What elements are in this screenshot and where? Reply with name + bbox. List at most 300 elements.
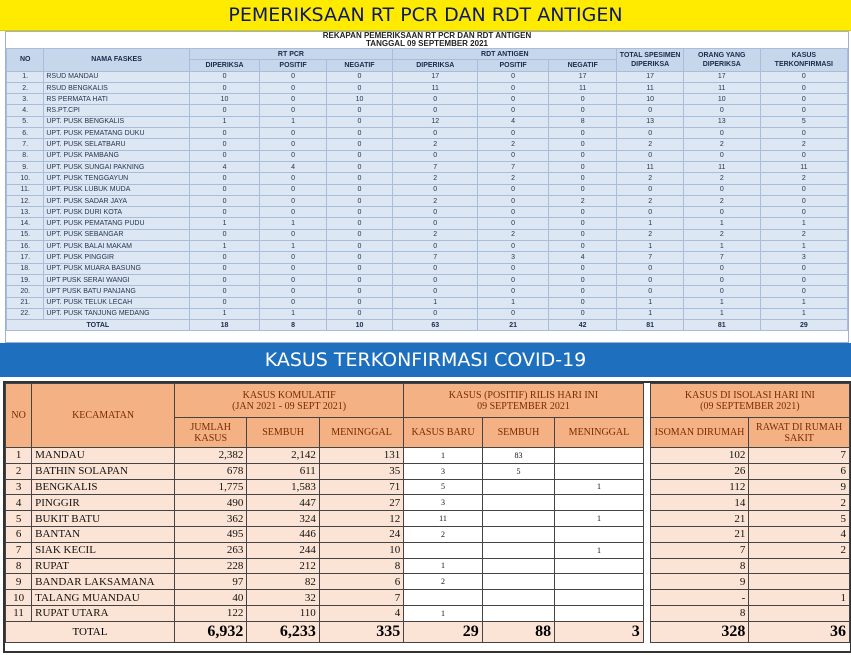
cell-orang-diperiksa: 2 [683, 173, 760, 184]
cell-rdt-positif: 7 [478, 161, 549, 172]
cell-meninggal: 4 [319, 605, 403, 621]
cell-total-spesimen: 1 [617, 297, 683, 308]
cell-pcr-negatif: 10 [326, 94, 392, 105]
cell-pcr-negatif: 0 [326, 241, 392, 252]
cell-faskes: UPT. PUSK PEMATANG PUDU [44, 218, 189, 229]
cell-pcr-negatif: 0 [326, 263, 392, 274]
cell-no: 1 [6, 448, 32, 464]
table-row [6, 463, 850, 479]
cell-orang-diperiksa: 10 [683, 94, 760, 105]
cell-rdt-negatif: 17 [548, 71, 617, 82]
cell-sembuh-hari-ini [482, 590, 554, 606]
total-meninggal: 335 [319, 621, 403, 642]
table-row [7, 139, 848, 150]
cell-rdt-negatif: 0 [548, 286, 617, 297]
cell-faskes: RS.PT.CPI [44, 105, 189, 116]
cell-rdt-positif: 0 [478, 184, 549, 195]
cell-pcr-positif: 1 [260, 218, 326, 229]
cell-pcr-negatif: 0 [326, 105, 392, 116]
gap-cell [643, 479, 650, 495]
cell-pcr-diperiksa: 0 [189, 150, 260, 161]
cell-rawat-rs: 4 [749, 526, 850, 542]
cell-kasus-baru: 1 [404, 558, 482, 574]
cell-faskes: UPT PUSK BATU PANJANG [44, 286, 189, 297]
cell-pcr-positif: 0 [260, 139, 326, 150]
cell-total-spesimen: 0 [617, 150, 683, 161]
cell-kasus-baru: 3 [404, 495, 482, 511]
cell-rdt-positif: 0 [478, 274, 549, 285]
cell-sembuh: 611 [247, 463, 319, 479]
cell-kasus-terkonfirmasi: 2 [760, 229, 847, 240]
total-isoman: 328 [650, 621, 749, 642]
cell-rdt-positif: 3 [478, 252, 549, 263]
cell-isoman: - [650, 590, 749, 606]
cell-rdt-diperiksa: 0 [393, 286, 478, 297]
cell-rdt-diperiksa: 1 [393, 297, 478, 308]
gap-cell [643, 511, 650, 527]
cell-kasus-baru: 5 [404, 479, 482, 495]
cell-kecamatan: MANDAU [32, 448, 175, 464]
col-meninggal: MENINGGAL [319, 418, 403, 448]
total-pcr-diperiksa: 18 [189, 320, 260, 331]
total-rdt-negatif: 42 [548, 320, 617, 331]
col-kasus-terkonfirmasi: KASUS TERKONFIRMASI [760, 49, 847, 72]
cell-rdt-negatif: 0 [548, 274, 617, 285]
cell-rdt-diperiksa: 0 [393, 150, 478, 161]
col-group-pcr: RT PCR [189, 49, 392, 60]
cell-rawat-rs: 7 [749, 448, 850, 464]
table-row [7, 286, 848, 297]
cell-rdt-diperiksa: 2 [393, 229, 478, 240]
col-pcr-negatif: NEGATIF [326, 60, 392, 71]
cell-kasus-terkonfirmasi: 0 [760, 195, 847, 206]
cell-faskes: UPT. PUSK BENGKALIS [44, 116, 189, 127]
cell-no: 11 [6, 605, 32, 621]
cell-kasus-terkonfirmasi: 0 [760, 286, 847, 297]
cell-pcr-diperiksa: 0 [189, 195, 260, 206]
cell-pcr-negatif: 0 [326, 139, 392, 150]
cell-rdt-positif: 0 [478, 286, 549, 297]
cell-pcr-diperiksa: 0 [189, 173, 260, 184]
cell-pcr-negatif: 0 [326, 229, 392, 240]
cell-rdt-positif: 2 [478, 229, 549, 240]
testing-table-panel [5, 31, 849, 343]
total-label: TOTAL [6, 621, 175, 642]
kumulatif-range: (JAN 2021 - 09 SEPT 2021) [232, 400, 347, 412]
cell-pcr-positif: 0 [260, 274, 326, 285]
cell-pcr-negatif: 0 [326, 207, 392, 218]
cell-total-spesimen: 10 [617, 94, 683, 105]
cell-kasus-baru [404, 590, 482, 606]
cell-rdt-positif: 0 [478, 241, 549, 252]
cell-no: 3 [6, 479, 32, 495]
cell-total-spesimen: 0 [617, 263, 683, 274]
total-meninggal-hari-ini: 3 [555, 621, 644, 642]
cell-no: 16. [7, 241, 44, 252]
col-jumlah-kasus: JUMLAH KASUS [174, 418, 246, 448]
cell-meninggal-hari-ini [555, 590, 644, 606]
cell-kasus-baru: 1 [404, 605, 482, 621]
table-row [7, 229, 848, 240]
col-kasus-baru: KASUS BARU [404, 418, 482, 448]
cell-pcr-positif: 0 [260, 286, 326, 297]
cell-rdt-negatif: 0 [548, 94, 617, 105]
cell-faskes: UPT. PUSK SUNGAI PAKNING [44, 161, 189, 172]
cell-rdt-positif: 0 [478, 82, 549, 93]
cell-pcr-positif: 0 [260, 71, 326, 82]
cell-no: 17. [7, 252, 44, 263]
cell-sembuh: 447 [247, 495, 319, 511]
col-pcr-positif: POSITIF [260, 60, 326, 71]
cell-sembuh-hari-ini [482, 574, 554, 590]
col-rdt-positif: POSITIF [478, 60, 549, 71]
total-pcr-positif: 8 [260, 320, 326, 331]
cell-pcr-diperiksa: 0 [189, 184, 260, 195]
col-rdt-negatif: NEGATIF [548, 60, 617, 71]
cell-pcr-negatif: 0 [326, 195, 392, 206]
cell-faskes: UPT. PUSK PINGGIR [44, 252, 189, 263]
cell-no: 2 [6, 463, 32, 479]
cell-kasus-terkonfirmasi: 1 [760, 241, 847, 252]
cell-rdt-diperiksa: 2 [393, 139, 478, 150]
cell-pcr-positif: 4 [260, 161, 326, 172]
cell-kasus-terkonfirmasi: 0 [760, 82, 847, 93]
cell-orang-diperiksa: 2 [683, 229, 760, 240]
col-faskes: NAMA FASKES [44, 49, 189, 72]
cell-pcr-diperiksa: 0 [189, 139, 260, 150]
cell-faskes: UPT. PUSK SADAR JAYA [44, 195, 189, 206]
cell-no: 3. [7, 94, 44, 105]
cell-pcr-diperiksa: 4 [189, 161, 260, 172]
col-sembuh: SEMBUH [247, 418, 319, 448]
cases-table-panel [3, 381, 851, 653]
cell-sembuh: 1,583 [247, 479, 319, 495]
cell-pcr-negatif: 0 [326, 173, 392, 184]
cell-orang-diperiksa: 1 [683, 308, 760, 319]
cell-pcr-diperiksa: 0 [189, 229, 260, 240]
cell-meninggal: 24 [319, 526, 403, 542]
cell-rdt-negatif: 8 [548, 116, 617, 127]
cell-rdt-positif: 2 [478, 139, 549, 150]
total-sembuh-hari-ini: 88 [482, 621, 554, 642]
total-rawat-rs: 36 [749, 621, 850, 642]
cell-pcr-positif: 0 [260, 207, 326, 218]
cell-no: 8 [6, 558, 32, 574]
cell-jumlah-kasus: 1,775 [174, 479, 246, 495]
cell-kasus-baru: 2 [404, 574, 482, 590]
cell-isoman: 14 [650, 495, 749, 511]
kumulatif-title: KASUS KOMULATIF [242, 389, 336, 401]
table-row [6, 526, 850, 542]
cell-pcr-negatif: 0 [326, 184, 392, 195]
cell-kasus-terkonfirmasi: 0 [760, 105, 847, 116]
cell-pcr-positif: 0 [260, 195, 326, 206]
cell-total-spesimen: 13 [617, 116, 683, 127]
cell-kasus-terkonfirmasi: 1 [760, 308, 847, 319]
cell-kasus-terkonfirmasi: 0 [760, 184, 847, 195]
cell-kecamatan: RUPAT UTARA [32, 605, 175, 621]
table-row [6, 479, 850, 495]
cell-pcr-positif: 0 [260, 184, 326, 195]
cell-pcr-diperiksa: 1 [189, 308, 260, 319]
cell-no: 9. [7, 161, 44, 172]
cell-kasus-terkonfirmasi: 0 [760, 94, 847, 105]
cell-total-spesimen: 0 [617, 286, 683, 297]
cell-meninggal: 35 [319, 463, 403, 479]
cell-rawat-rs [749, 558, 850, 574]
cell-no: 10 [6, 590, 32, 606]
total-kasus-terkonfirmasi: 29 [760, 320, 847, 331]
cell-no: 7 [6, 542, 32, 558]
col-group-kumulatif [174, 384, 403, 418]
col-group-rdt: RDT ANTIGEN [393, 49, 617, 60]
cell-sembuh: 2,142 [247, 448, 319, 464]
cell-jumlah-kasus: 495 [174, 526, 246, 542]
cell-pcr-negatif: 0 [326, 274, 392, 285]
total-sembuh: 6,233 [247, 621, 319, 642]
cell-total-spesimen: 2 [617, 173, 683, 184]
cell-meninggal: 7 [319, 590, 403, 606]
table-row [6, 495, 850, 511]
cell-faskes: RSUD BENGKALIS [44, 82, 189, 93]
cell-rdt-negatif: 0 [548, 184, 617, 195]
cell-sembuh: 446 [247, 526, 319, 542]
testing-table-title: REKAPAN PEMERIKSAAN RT PCR DAN RDT ANTIGEN [7, 32, 848, 40]
cell-no: 12. [7, 195, 44, 206]
cell-pcr-negatif: 0 [326, 150, 392, 161]
cell-sembuh: 324 [247, 511, 319, 527]
cell-pcr-diperiksa: 10 [189, 94, 260, 105]
cell-isoman: 112 [650, 479, 749, 495]
cell-sembuh-hari-ini [482, 495, 554, 511]
cell-kasus-terkonfirmasi: 0 [760, 71, 847, 82]
cell-pcr-negatif: 0 [326, 252, 392, 263]
cell-pcr-diperiksa: 1 [189, 116, 260, 127]
cell-kasus-terkonfirmasi: 2 [760, 139, 847, 150]
gap-cell [643, 558, 650, 574]
cell-sembuh-hari-ini [482, 542, 554, 558]
cell-rawat-rs: 9 [749, 479, 850, 495]
col-meninggal-hari-ini: MENINGGAL [555, 418, 644, 448]
cell-kasus-terkonfirmasi: 0 [760, 207, 847, 218]
cell-meninggal: 71 [319, 479, 403, 495]
cell-rdt-positif: 2 [478, 173, 549, 184]
cell-no: 4 [6, 495, 32, 511]
cell-faskes: UPT. PUSK SEBANGAR [44, 229, 189, 240]
cell-isoman: 21 [650, 526, 749, 542]
cell-pcr-diperiksa: 0 [189, 274, 260, 285]
cell-pcr-negatif: 0 [326, 308, 392, 319]
cell-isoman: 7 [650, 542, 749, 558]
table-row [7, 184, 848, 195]
cell-kecamatan: BENGKALIS [32, 479, 175, 495]
top-banner-title: PEMERIKSAAN RT PCR DAN RDT ANTIGEN [228, 4, 623, 26]
table-row [7, 274, 848, 285]
cell-kasus-baru: 1 [404, 448, 482, 464]
cell-rdt-diperiksa: 0 [393, 241, 478, 252]
cell-total-spesimen: 11 [617, 82, 683, 93]
cell-pcr-negatif: 0 [326, 218, 392, 229]
cell-faskes: UPT. PUSK PEMATANG DUKU [44, 128, 189, 139]
cell-kasus-terkonfirmasi: 0 [760, 128, 847, 139]
total-label: TOTAL [7, 320, 190, 331]
table-row [7, 308, 848, 319]
cell-no: 13. [7, 207, 44, 218]
rilis-date: 09 SEPTEMBER 2021 [477, 400, 570, 412]
table-row [6, 605, 850, 621]
cell-kasus-baru: 11 [404, 511, 482, 527]
cell-no: 6 [6, 526, 32, 542]
col-isoman: ISOMAN DIRUMAH [650, 418, 749, 448]
cell-rdt-positif: 0 [478, 71, 549, 82]
cell-total-spesimen: 0 [617, 274, 683, 285]
cell-orang-diperiksa: 1 [683, 297, 760, 308]
cell-faskes: UPT. PUSK TELUK LECAH [44, 297, 189, 308]
cell-meninggal: 8 [319, 558, 403, 574]
cell-no: 22. [7, 308, 44, 319]
cell-rdt-positif: 0 [478, 128, 549, 139]
cell-rdt-diperiksa: 0 [393, 94, 478, 105]
cell-jumlah-kasus: 97 [174, 574, 246, 590]
cell-faskes: UPT PUSK SERAI WANGI [44, 274, 189, 285]
cell-jumlah-kasus: 2,382 [174, 448, 246, 464]
cell-pcr-positif: 0 [260, 150, 326, 161]
cell-isoman: 26 [650, 463, 749, 479]
cell-pcr-diperiksa: 0 [189, 71, 260, 82]
cell-rdt-negatif: 0 [548, 218, 617, 229]
cell-orang-diperiksa: 0 [683, 263, 760, 274]
col-pcr-diperiksa: DIPERIKSA [189, 60, 260, 71]
cell-orang-diperiksa: 13 [683, 116, 760, 127]
cell-sembuh-hari-ini [482, 558, 554, 574]
cell-pcr-positif: 1 [260, 241, 326, 252]
cell-kasus-baru: 3 [404, 463, 482, 479]
gap-cell [643, 590, 650, 606]
cell-meninggal: 131 [319, 448, 403, 464]
cell-orang-diperiksa: 2 [683, 195, 760, 206]
cell-rdt-diperiksa: 0 [393, 263, 478, 274]
cell-pcr-positif: 1 [260, 116, 326, 127]
cell-meninggal-hari-ini: 1 [555, 542, 644, 558]
cell-pcr-negatif: 0 [326, 82, 392, 93]
cell-meninggal-hari-ini [555, 463, 644, 479]
cell-orang-diperiksa: 0 [683, 128, 760, 139]
testing-table [6, 32, 848, 331]
cell-rdt-positif: 4 [478, 116, 549, 127]
cell-kasus-terkonfirmasi: 0 [760, 263, 847, 274]
cell-no: 11. [7, 184, 44, 195]
cell-meninggal: 12 [319, 511, 403, 527]
cell-orang-diperiksa: 2 [683, 139, 760, 150]
cell-no: 6. [7, 128, 44, 139]
cell-sembuh-hari-ini [482, 479, 554, 495]
cell-jumlah-kasus: 362 [174, 511, 246, 527]
cell-jumlah-kasus: 263 [174, 542, 246, 558]
table-row [7, 207, 848, 218]
cell-total-spesimen: 0 [617, 207, 683, 218]
cell-no: 10. [7, 173, 44, 184]
cell-kecamatan: BATHIN SOLAPAN [32, 463, 175, 479]
cell-pcr-negatif: 0 [326, 116, 392, 127]
cell-rdt-positif: 0 [478, 207, 549, 218]
cell-isoman: 8 [650, 605, 749, 621]
cell-pcr-diperiksa: 0 [189, 128, 260, 139]
cell-no: 8. [7, 150, 44, 161]
cell-faskes: UPT. PUSK BALAI MAKAM [44, 241, 189, 252]
cell-pcr-diperiksa: 0 [189, 82, 260, 93]
cell-meninggal-hari-ini [555, 526, 644, 542]
cell-total-spesimen: 0 [617, 184, 683, 195]
gap-cell [643, 526, 650, 542]
table-row [7, 82, 848, 93]
cell-rdt-positif: 0 [478, 105, 549, 116]
cell-no: 15. [7, 229, 44, 240]
cell-pcr-positif: 0 [260, 105, 326, 116]
table-row [6, 574, 850, 590]
cell-pcr-positif: 0 [260, 173, 326, 184]
cell-kecamatan: PINGGIR [32, 495, 175, 511]
cell-jumlah-kasus: 40 [174, 590, 246, 606]
cell-rdt-diperiksa: 2 [393, 195, 478, 206]
cell-sembuh-hari-ini [482, 511, 554, 527]
gap-column [643, 384, 650, 448]
cell-total-spesimen: 17 [617, 71, 683, 82]
cell-rdt-diperiksa: 0 [393, 274, 478, 285]
cell-sembuh-hari-ini: 5 [482, 463, 554, 479]
table-row [6, 590, 850, 606]
isolasi-date: (09 SEPTEMBER 2021) [700, 400, 800, 412]
cell-pcr-negatif: 0 [326, 161, 392, 172]
cell-no: 20. [7, 286, 44, 297]
cell-orang-diperiksa: 0 [683, 184, 760, 195]
col-rdt-diperiksa: DIPERIKSA [393, 60, 478, 71]
cell-kasus-terkonfirmasi: 0 [760, 150, 847, 161]
cell-isoman: 9 [650, 574, 749, 590]
cell-pcr-positif: 0 [260, 128, 326, 139]
table-row [7, 105, 848, 116]
cell-pcr-diperiksa: 1 [189, 241, 260, 252]
total-jumlah-kasus: 6,932 [174, 621, 246, 642]
table-row [7, 195, 848, 206]
col-kecamatan: KECAMATAN [32, 384, 175, 448]
total-rdt-positif: 21 [478, 320, 549, 331]
table-row [6, 511, 850, 527]
col-total-spesimen: TOTAL SPESIMEN DIPERIKSA [617, 49, 683, 72]
cell-meninggal-hari-ini [555, 605, 644, 621]
total-pcr-negatif: 10 [326, 320, 392, 331]
cell-isoman: 8 [650, 558, 749, 574]
cell-faskes: UPT. PUSK SELATBARU [44, 139, 189, 150]
total-rdt-diperiksa: 63 [393, 320, 478, 331]
gap-cell [643, 574, 650, 590]
cell-kecamatan: BANTAN [32, 526, 175, 542]
cell-faskes: UPT. PUSK MUARA BASUNG [44, 263, 189, 274]
cell-no: 18. [7, 263, 44, 274]
cell-kecamatan: RUPAT [32, 558, 175, 574]
cell-orang-diperiksa: 7 [683, 252, 760, 263]
cell-no: 4. [7, 105, 44, 116]
cell-rdt-diperiksa: 7 [393, 252, 478, 263]
col-sembuh-hari-ini: SEMBUH [482, 418, 554, 448]
bottom-banner [0, 343, 851, 377]
cell-kasus-baru: 2 [404, 526, 482, 542]
cell-kecamatan: TALANG MUANDAU [32, 590, 175, 606]
cell-kecamatan: BANDAR LAKSAMANA [32, 574, 175, 590]
cell-pcr-diperiksa: 0 [189, 297, 260, 308]
col-orang-diperiksa: ORANG YANG DIPERIKSA [683, 49, 760, 72]
cell-rdt-diperiksa: 0 [393, 218, 478, 229]
cell-faskes: UPT. PUSK PAMBANG [44, 150, 189, 161]
